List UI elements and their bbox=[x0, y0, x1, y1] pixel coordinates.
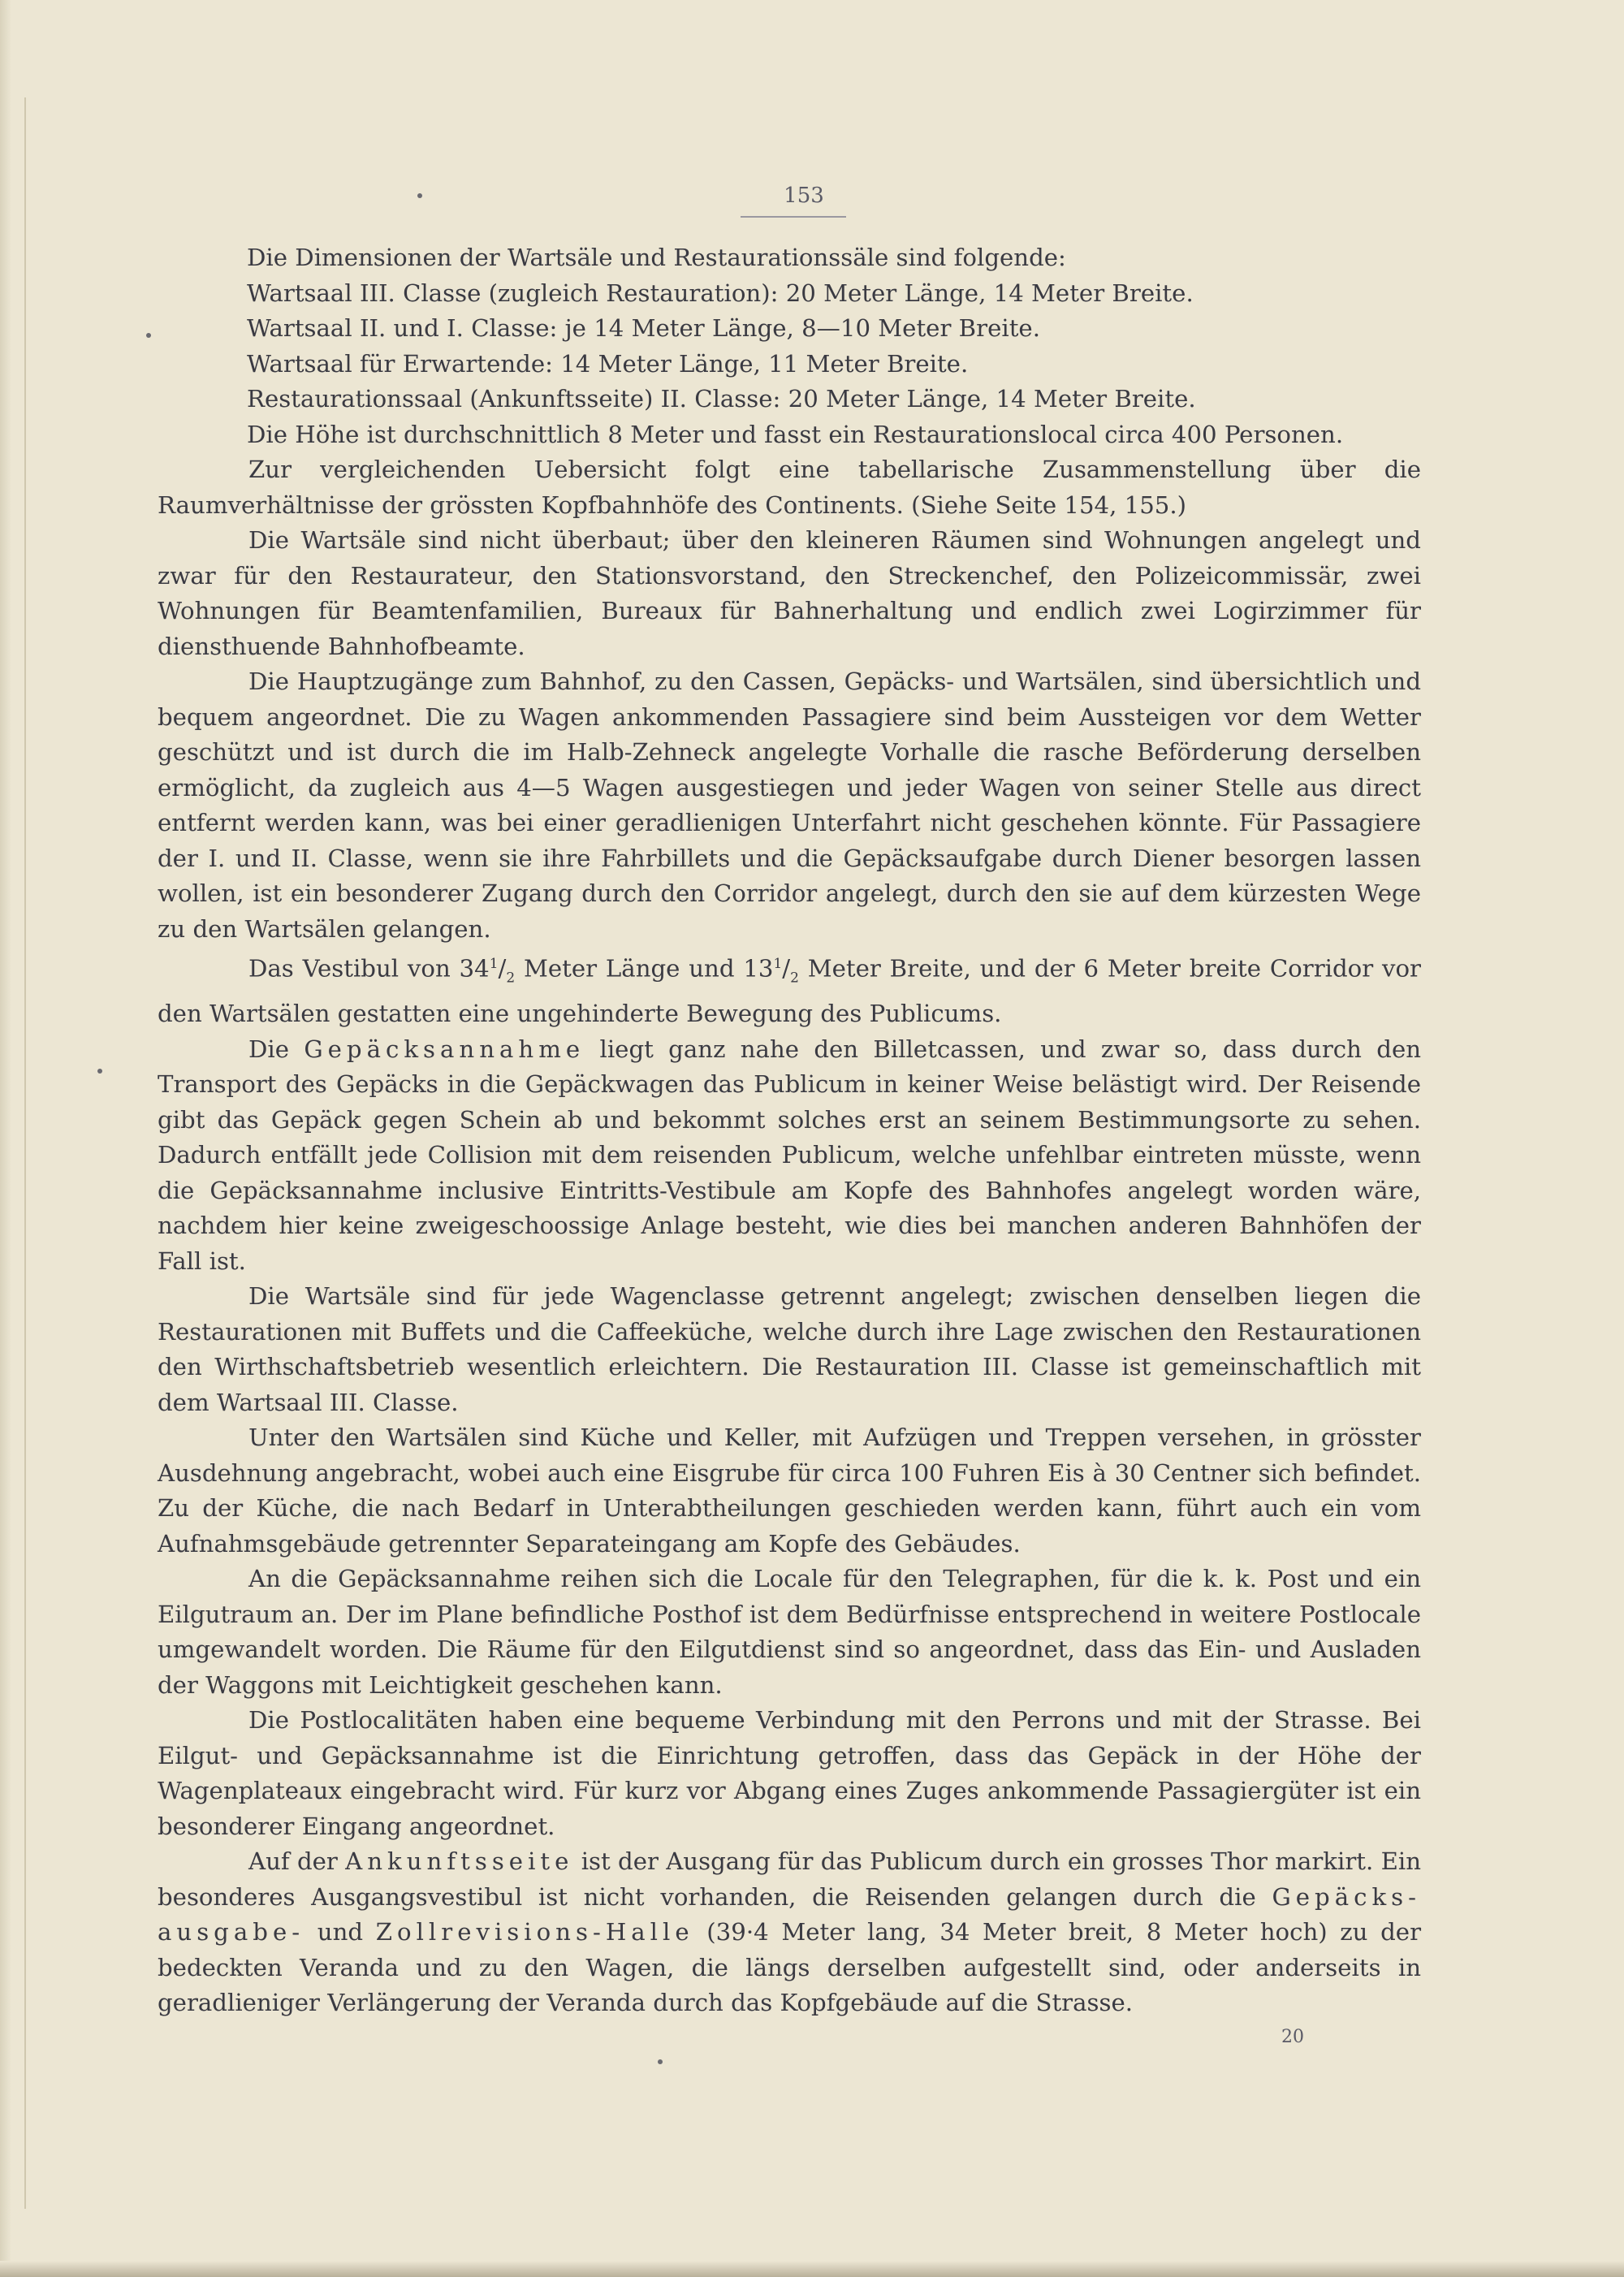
paragraph-vestibul: Das Vestibul von $34^1/_2$ Meter Länge und $13^1/_2$ Meter Breite, und der 6 Meter breite Corridor vor den Wartsälen gestatten eine ungehinderte Bewegung des Publicums. bbox=[158, 954, 1422, 1028]
paragraph-post: Die Postlocalitäten haben eine bequeme Verbindung mit den Perrons und mit der Strasse. Bei Eilgut- und Gepäcksannahme ist die Einrichtung getroffen, dass das Gepäck in der Höhe der Wagenplateaux eingebracht wird. Für kurz vor Abgang eines Zuges ankommende Passagiergüter ist ein besonderer Eingang angeordnet. bbox=[158, 1706, 1421, 1840]
ink-speck bbox=[417, 193, 422, 198]
signature-mark: 20 bbox=[1281, 2027, 1304, 2047]
ink-speck bbox=[658, 2059, 663, 2064]
intro-line: Die Höhe ist durchschnittlich 8 Meter und fasst ein Restaurationslocal circa 400 Personen. bbox=[247, 420, 1344, 448]
body-text bbox=[158, 240, 1421, 2021]
ink-speck bbox=[97, 1069, 102, 1074]
page-number: 153 bbox=[784, 184, 824, 208]
intro-line: Die Dimensionen der Wartsäle und Restaurationssäle sind folgende: bbox=[247, 244, 1066, 271]
paragraph-uebersicht: Zur vergleichenden Uebersicht folgt eine tabellarische Zusammenstellung über die Raumverhältnisse der grössten Kopfbahnhöfe des Continents. (Siehe Seite 154, 155.) bbox=[158, 456, 1421, 519]
paragraph-ankunftsseite: Auf der Ankunftsseite ist der Ausgang für das Publicum durch ein grosses Thor markirt. Ein besonderes Ausgangsvestibul ist nicht vorhanden, die Reisenden gelangen durch die Gepäcks-ausgabe- und Zollrevisions-Halle (39·4 Meter lang, 34 Meter breit, 8 Meter hoch) zu der bedeckten Veranda und zu den Wagen, die längs derselben aufgestellt sind, oder anderseits in geradlieniger Verlängerung der Veranda durch das Kopfgebäude auf die Strasse. bbox=[158, 1847, 1422, 2017]
intro-line: Wartsaal für Erwartende: 14 Meter Länge, 11 Meter Breite. bbox=[247, 349, 969, 378]
page-edge-shadow bbox=[0, 0, 11, 2277]
paragraph-wartsaele: Die Wartsäle sind für jede Wagenclasse getrennt angelegt; zwischen denselben liegen die Restaurationen mit Buffets und die Caffeeküche, welche durch ihre Lage zwischen den Restaurationen den Wirthschaftsbetrieb wesentlich erleichtern. Die Restauration III. Classe ist gemeinschaftlich mit dem Wartsaal III. Classe. bbox=[158, 1282, 1421, 1416]
paragraph-ueberbaut: Die Wartsäle sind nicht überbaut; über den kleineren Räumen sind Wohnungen angelegt und zwar für den Restaurateur, den Stationsvorstand, den Streckenchef, den Polizeicommissär, zwei Wohnungen für Beamtenfamilien, Bureaux für Bahnerhaltung und endlich zwei Logirzimmer für diensthuende Bahnhofbeamte. bbox=[158, 526, 1421, 660]
intro-line: Restaurationssaal (Ankunftsseite) II. Classe: 20 Meter Länge, 14 Meter Breite. bbox=[247, 385, 1196, 413]
intro-line: Wartsaal III. Classe (zugleich Restauration): 20 Meter Länge, 14 Meter Breite. bbox=[247, 279, 1194, 307]
paragraph-gepaecksannahme: Die Gepäcksannahme liegt ganz nahe den Billetcassen, und zwar so, dass durch den Transport des Gepäcks in die Gepäckwagen das Publicum in keiner Weise belästigt wird. Der Reisende gibt das Gepäck gegen Schein ab und bekommt solches erst an seinem Bestimmungsorte zu sehen. Dadurch entfällt jede Collision mit dem reisenden Publicum, welche unfehlbar eintreten müsste, wenn die Gepäcksannahme inclusive Eintritts-Vestibule am Kopfe des Bahnhofes angelegt worden wäre, nachdem hier keine zweigeschoossige Anlage besteht, wie dies bei manchen anderen Bahnhöfen der Fall ist. bbox=[158, 1035, 1422, 1275]
paragraph-zugaenge: Die Hauptzugänge zum Bahnhof, zu den Cassen, Gepäcks- und Wartsälen, sind übersichtlich und bequem angeordnet. Die zu Wagen ankommenden Passagiere sind beim Aussteigen vor dem Wetter geschützt und ist durch die im Halb-Zehneck angelegte Vorhalle die rasche Beförderung derselben ermöglicht, da zugleich aus 4—5 Wagen ausgestiegen und jeder Wagen von seiner Stelle aus direct entfernt werden kann, was bei einer geradlienigen Unterfahrt nicht geschehen könnte. Für Passagiere der I. und II. Classe, wenn sie ihre Fahrbillets und die Gepäcksaufgabe durch Diener besorgen lassen wollen, ist ein besonderer Zugang durch den Corridor angelegt, durch den sie auf dem kürzesten Wege zu den Wartsälen gelangen. bbox=[158, 668, 1421, 943]
spaced-term: Ankunftsseite bbox=[345, 1847, 574, 1876]
page-bottom-edge bbox=[0, 2261, 1624, 2277]
spaced-term: Gepäcks-ausgabe- bbox=[158, 1882, 1422, 1946]
intro-line: Wartsaal II. und I. Classe: je 14 Meter Länge, 8—10 Meter Breite. bbox=[247, 314, 1040, 342]
binding-line bbox=[24, 97, 26, 2209]
ink-speck bbox=[146, 333, 151, 338]
spaced-term: Gepäcksannahme bbox=[304, 1035, 585, 1063]
page-number-rule bbox=[741, 216, 846, 218]
paragraph-kueche: Unter den Wartsälen sind Küche und Keller, mit Aufzügen und Treppen versehen, in grösster Ausdehnung angebracht, wobei auch eine Eisgrube für circa 100 Fuhren Eis à 30 Centner sich befindet. Zu der Küche, die nach Bedarf in Unterabtheilungen geschieden werden kann, führt auch ein vom Aufnahmsgebäude getrennter Separateingang am Kopfe des Gebäudes. bbox=[158, 1424, 1421, 1558]
spaced-term: Zollrevisions-Halle bbox=[375, 1918, 694, 1946]
paragraph-telegraph: An die Gepäcksannahme reihen sich die Locale für den Telegraphen, für die k. k. Post und ein Eilgutraum an. Der im Plane befindliche Posthof ist dem Bedürfnisse entsprechend in weitere Postlocale umgewandelt worden. Die Räume für den Eilgutdienst sind so angeordnet, dass das Ein- und Ausladen der Waggons mit Leichtigkeit geschehen kann. bbox=[158, 1565, 1421, 1699]
